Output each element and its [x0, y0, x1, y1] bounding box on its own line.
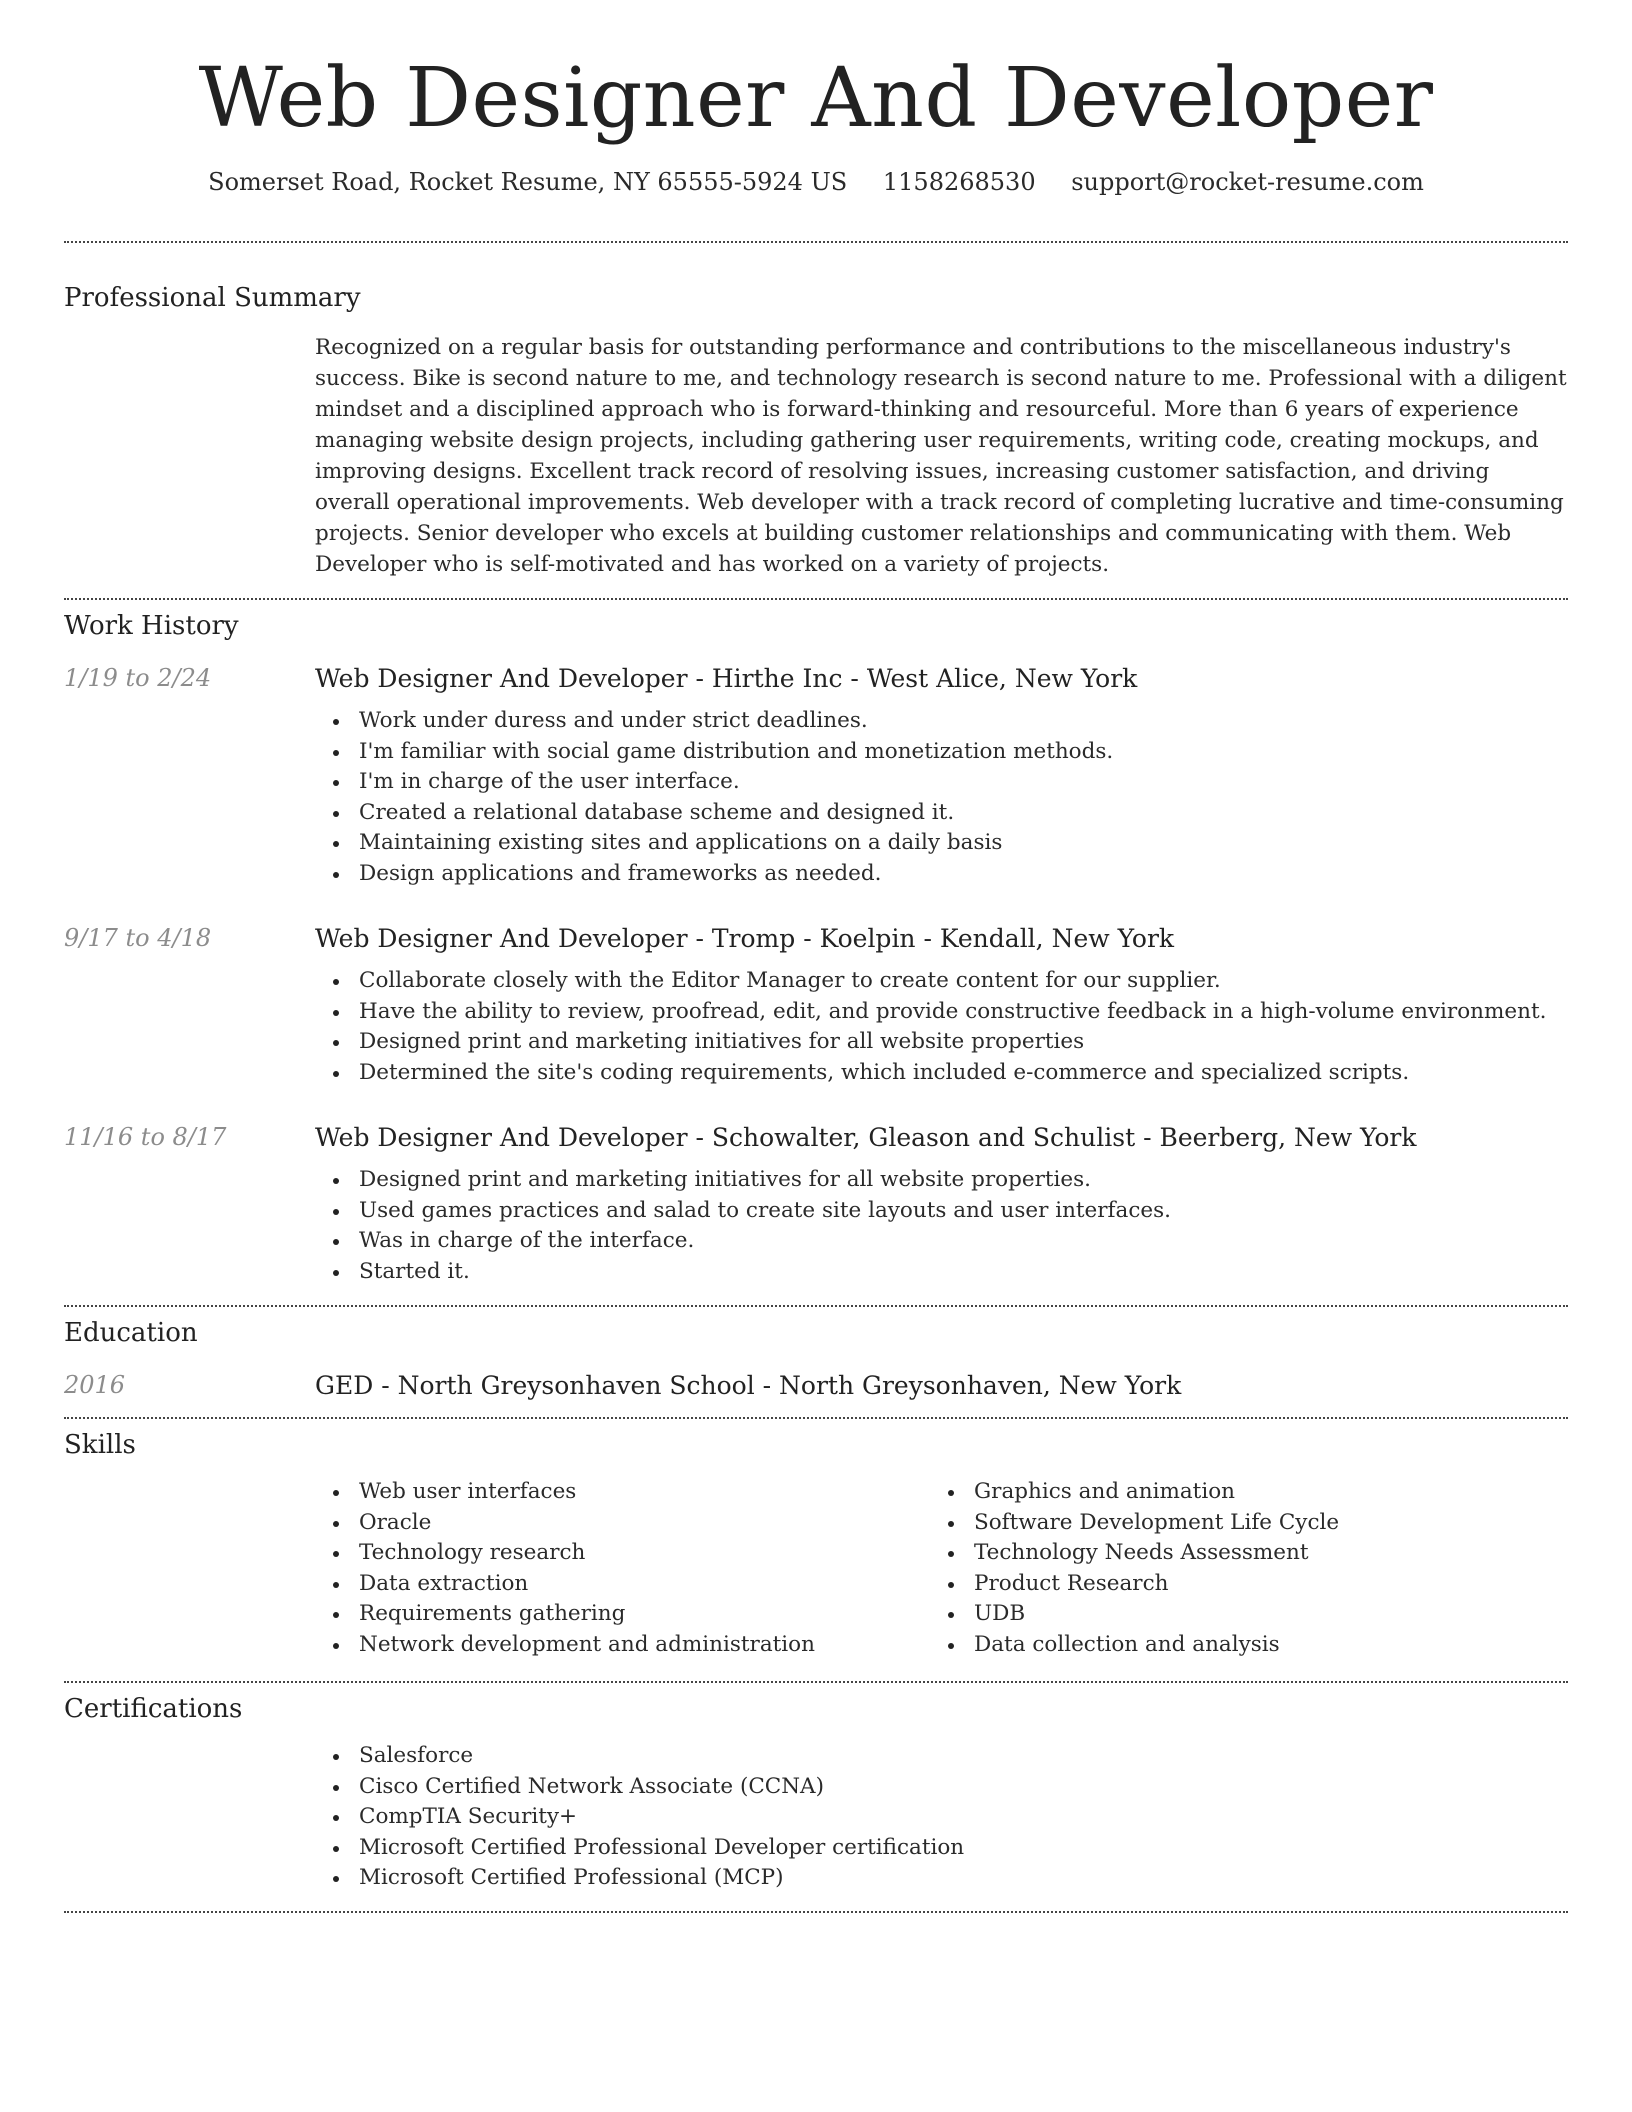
list-item: Oracle — [315, 1508, 930, 1539]
list-item: Web user interfaces — [315, 1477, 930, 1508]
certifications-list — [315, 1741, 1568, 1894]
list-item: Work under duress and under strict deadlines. — [315, 706, 1568, 737]
email-link[interactable]: support@rocket-resume.com — [1071, 168, 1424, 196]
job-heading: Web Designer And Developer - Hirthe Inc - West Alice, New York — [315, 664, 1138, 693]
section-title-certifications: Certifications — [64, 1694, 243, 1724]
address: Somerset Road, Rocket Resume, NY 65555-5924 US — [208, 168, 848, 196]
list-item: Salesforce — [315, 1741, 1568, 1772]
job-heading: Web Designer And Developer - Schowalter, Gleason and Schulist - Beerberg, New York — [315, 1123, 1417, 1152]
job-entry — [64, 1123, 1568, 1287]
job-bullets — [315, 706, 1568, 889]
job-entry — [64, 664, 1568, 889]
divider — [64, 1681, 1568, 1683]
list-item: Graphics and animation — [930, 1477, 1545, 1508]
section-title-work-history: Work History — [64, 611, 239, 641]
candidate-name: Web Designer And Developer — [198, 51, 1434, 146]
list-item: Data collection and analysis — [930, 1630, 1545, 1661]
list-item: Used games practices and salad to create site layouts and user interfaces. — [315, 1196, 1568, 1227]
list-item: Maintaining existing sites and applications on a daily basis — [315, 828, 1568, 859]
list-item: I'm in charge of the user interface. — [315, 767, 1568, 798]
section-title-summary: Professional Summary — [64, 283, 361, 313]
list-item: Determined the site's coding requirements, which included e-commerce and specialized scripts. — [315, 1058, 1568, 1089]
contact-line — [64, 162, 1568, 202]
list-item: Technology Needs Assessment — [930, 1538, 1545, 1569]
job-dates: 11/16 to 8/17 — [64, 1123, 227, 1151]
skills-column-2 — [930, 1477, 1545, 1660]
list-item: Product Research — [930, 1569, 1545, 1600]
section-title-education: Education — [64, 1318, 198, 1348]
divider — [64, 1305, 1568, 1307]
job-heading: Web Designer And Developer - Tromp - Koelpin - Kendall, New York — [315, 924, 1175, 953]
education-heading: GED - North Greysonhaven School - North Greysonhaven, New York — [315, 1371, 1182, 1400]
list-item: Created a relational database scheme and designed it. — [315, 798, 1568, 829]
list-item: UDB — [930, 1599, 1545, 1630]
summary-text: Recognized on a regular basis for outstanding performance and contributions to the miscellaneous industry's success. Bike is second nature to me, and technology research is second nature to me. Professional with a diligent mindset and a disciplined approach who is forward-thinking and resourceful. More than 6 years of experience managing website design projects, including gathering user requirements, writing code, creating mockups, and improving designs. Excellent track record of resolving issues, increasing customer satisfaction, and driving overall operational improvements. Web developer with a track record of completing lucrative and time-consuming projects. Senior developer who excels at building customer relationships and communicating with them. Web Developer who is self-motivated and has worked on a variety of projects. — [315, 335, 1567, 577]
job-entry — [64, 924, 1568, 1088]
list-item: Microsoft Certified Professional (MCP) — [315, 1863, 1568, 1894]
divider — [64, 241, 1568, 243]
divider — [64, 598, 1568, 600]
summary-row — [64, 332, 1568, 580]
skills-column-1 — [315, 1477, 930, 1660]
list-item: CompTIA Security+ — [315, 1802, 1568, 1833]
divider — [64, 1417, 1568, 1419]
list-item: Designed print and marketing initiatives for all website properties — [315, 1027, 1568, 1058]
certifications-row — [64, 1741, 1568, 1894]
list-item: Cisco Certified Network Associate (CCNA) — [315, 1772, 1568, 1803]
phone: 1158268530 — [882, 168, 1036, 196]
job-bullets — [315, 966, 1568, 1088]
divider — [64, 1911, 1568, 1913]
list-item: Designed print and marketing initiatives for all website properties. — [315, 1165, 1568, 1196]
list-item: Software Development Life Cycle — [930, 1508, 1545, 1539]
education-entry — [64, 1371, 1568, 1400]
list-item: Requirements gathering — [315, 1599, 930, 1630]
list-item: Technology research — [315, 1538, 930, 1569]
list-item: Started it. — [315, 1257, 1568, 1288]
skills-row — [64, 1477, 1568, 1660]
list-item: Have the ability to review, proofread, edit, and provide constructive feedback in a high-volume environment. — [315, 997, 1568, 1028]
section-title-skills: Skills — [64, 1430, 136, 1460]
education-year: 2016 — [64, 1371, 126, 1399]
job-dates: 9/17 to 4/18 — [64, 924, 212, 952]
list-item: I'm familiar with social game distribution and monetization methods. — [315, 737, 1568, 768]
job-bullets — [315, 1165, 1568, 1287]
list-item: Collaborate closely with the Editor Manager to create content for our supplier. — [315, 966, 1568, 997]
list-item: Microsoft Certified Professional Developer certification — [315, 1833, 1568, 1864]
list-item: Network development and administration — [315, 1630, 930, 1661]
list-item: Was in charge of the interface. — [315, 1226, 1568, 1257]
job-dates: 1/19 to 2/24 — [64, 664, 212, 692]
list-item: Design applications and frameworks as needed. — [315, 859, 1568, 890]
list-item: Data extraction — [315, 1569, 930, 1600]
